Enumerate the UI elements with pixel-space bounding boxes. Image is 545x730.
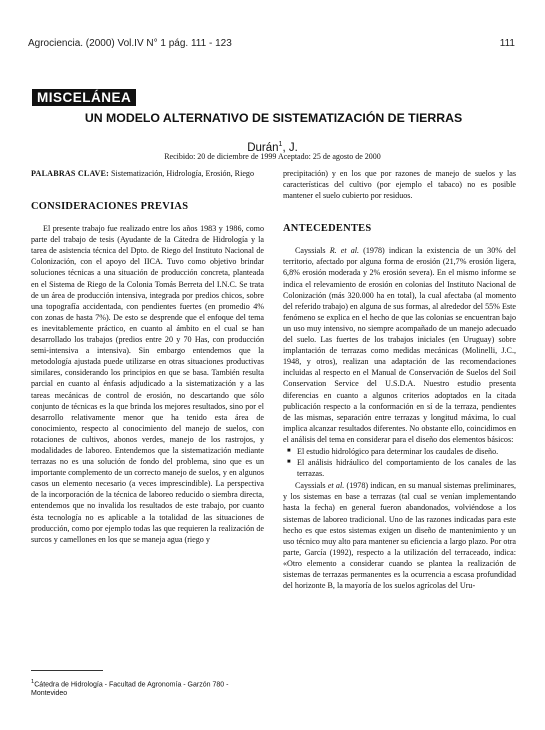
citation-author: Cayssials — [295, 481, 328, 491]
citation-et-al: R. et al. — [329, 246, 360, 256]
footnote — [31, 678, 264, 698]
keywords-text: Sistematización, Hidrología, Erosión, Riego — [109, 169, 255, 178]
paragraph-antecedentes-2 — [283, 480, 516, 591]
author-affiliation-marker: 1 — [278, 141, 283, 148]
citation-author: Cayssials — [295, 246, 330, 256]
author-initial: , J. — [282, 141, 298, 154]
heading-consideraciones-previas: CONSIDERACIONES PREVIAS — [31, 201, 189, 213]
footnote-text: Cátedra de Hidrología - Facultad de Agronomía - Garzón 780 - Montevideo — [31, 681, 229, 698]
design-elements-list — [283, 446, 516, 479]
paragraph-text: (1978) indican, en su manual sistemas preliminares, y los sistemas en base a terrazas (tal cual se venían implementando hasta la fecha) en general fueron abandonados, volviéndose a los sistemas de laboreo tradicional. Uno de las razones indicadas para este hecho es que estos sistemas exigen un diseño de mantenimiento y un uso técnico muy alto para mantener su eficiencia a largo plazo. Por otra parte, García (1992), respecto a la utilización del terraceado, indica: «Otro elemento a considerar cuando se plantea la realización de sistemas de terrazas permanentes es la ocurrencia a escasa profundidad del horizonte B, la mayoría de los suelos agrícolas del Uru- — [283, 481, 516, 591]
page-number: 111 — [499, 38, 515, 49]
author-name: Durán — [247, 141, 279, 154]
keywords — [31, 168, 264, 179]
footnote-divider — [31, 670, 103, 671]
list-item: ■ El estudio hidrológico para determinar los caudales de diseño. — [297, 446, 516, 457]
journal-citation: Agrociencia. (2000) Vol.IV N° 1 pág. 111 - 123 — [28, 38, 232, 49]
left-column — [31, 168, 264, 545]
list-item: ■ El análisis hidráulico del comportamiento de los canales de las terrazas. — [297, 457, 516, 479]
citation-et-al: et al. — [327, 481, 345, 491]
right-column — [283, 168, 516, 591]
keywords-label: PALABRAS CLAVE: — [31, 169, 110, 178]
heading-antecedentes: ANTECEDENTES — [283, 223, 372, 235]
paragraph-text: (1978) indican la existencia de un 30% del territorio, afectado por alguna forma de erosión (21,7% erosión ligera, 6,8% erosión moderada y 2% erosión severa). En el mismo informe se indica el relevamiento de erosión en colonias del Instituto Nacional de Colonización (más 320.000 ha en total), la cual afectaba (al momento del referido trabajo) en alguna de sus formas, al alrededor del 55% Este fenómeno se explica en el hecho de que las colonias se encuentran bajo un uso muy intensivo, no siempre acompañado de un manejo adecuado del suelo. Las fuertes de los trabajos iniciales (en Uruguay) sobre implantación de terrazas como medidas mecánicas (Molinelli, J.C., 1948, y otros), realizan una adaptación de las recomendaciones incluidas al respecto en el Manual de Conservación de Suelos del Soil Conservation Service del U.S.D.A. Nuestro estudio presenta diferencias en cuanto a algunos criterios adoptados en la citada publicación respecto a la conformación en sí de la terraza, pendientes de las mismas, separación entre terrazas y longitud máxima, lo cual implica alcanzar resultados diferentes. No obstante ello, coincidimos en el análisis del tema en considerar para el diseño dos elementos básicos: — [283, 246, 516, 444]
section-banner: MISCELÁNEA — [32, 89, 136, 106]
paragraph-consideraciones: El presente trabajo fue realizado entre los años 1983 y 1986, como parte del trabajo de tesis (Ayudante de la Cátedra de Hidrología y la tarea de asistencia técnica del Dpto. de Riego del Instituto Nacional de Colonización, con el apoyo del IICA. Tuvo como objetivo brindar soluciones técnicas a una situación de producción concreta, planteada en el Sistema de Riego de la Colonia Tomás Berreta del I.N.C. Se trata de un área de producción intensiva, integrada por predios chicos, sobre una topografía accidentada, con pendientes fuertes (en promedio 4% con zonas de hasta 7%). De esto se desprende que el enfoque del tema es inevitablemente práctico, en cuanto al ámbito en el cual se han desarrollado los trabajos (predios entre 20 y 70 Has, con producción semi-intensiva a intensiva). Sin embargo entendemos que la metodología ajustada puede utilizarse en otras situaciones productivas similares, considerando los principios en que se basa. También resulta parcial en cuanto al énfasis adjudicado a la sistematización y a las tareas mecánicas de control de erosión, no descartando que sólo conjunto de técnicas es la que brinda los mejores resultados, sino por el desarrollo relativamente menor que ha tenido esta área de conocimiento, respecto al conocimiento del manejo de suelos, con rotaciones de cultivos, abonos verdes, manejo de los rastrojos, y modalidades de laboreo. Entendemos que la sistematización mediante terrazas no es una solución de fondo del problema, sino que es un importante complemento de un correcto manejo de suelos, y en algunos casos un elemento necesario (a veces imprescindible). La perspectiva de la incorporación de la técnica de laboreo reducido o siembra directa, entendemos que no invalida los resultados de este trabajo, por cuanto ésta tecnología no es aplicable a la totalidad de las situaciones de producción, como por ejemplo todas las que requieren la realización de surcos y camellones en los que se maneja agua (riego y — [31, 224, 264, 544]
footnote-marker: 1 — [31, 679, 35, 685]
received-accepted-dates: Recibido: 20 de diciembre de 1999 Aceptado: 25 de agosto de 2000 — [164, 152, 381, 161]
continued-paragraph: precipitación) y en los que por razones de manejo de suelos y las características del cultivo (por ejemplo el tabaco) no es posible mantener el suelo cubierto por residuos. — [283, 169, 516, 201]
paragraph-antecedentes-1 — [283, 245, 516, 445]
article-title: UN MODELO ALTERNATIVO DE SISTEMATIZACIÓN DE TIERRAS — [84, 111, 463, 125]
running-header — [28, 38, 515, 52]
